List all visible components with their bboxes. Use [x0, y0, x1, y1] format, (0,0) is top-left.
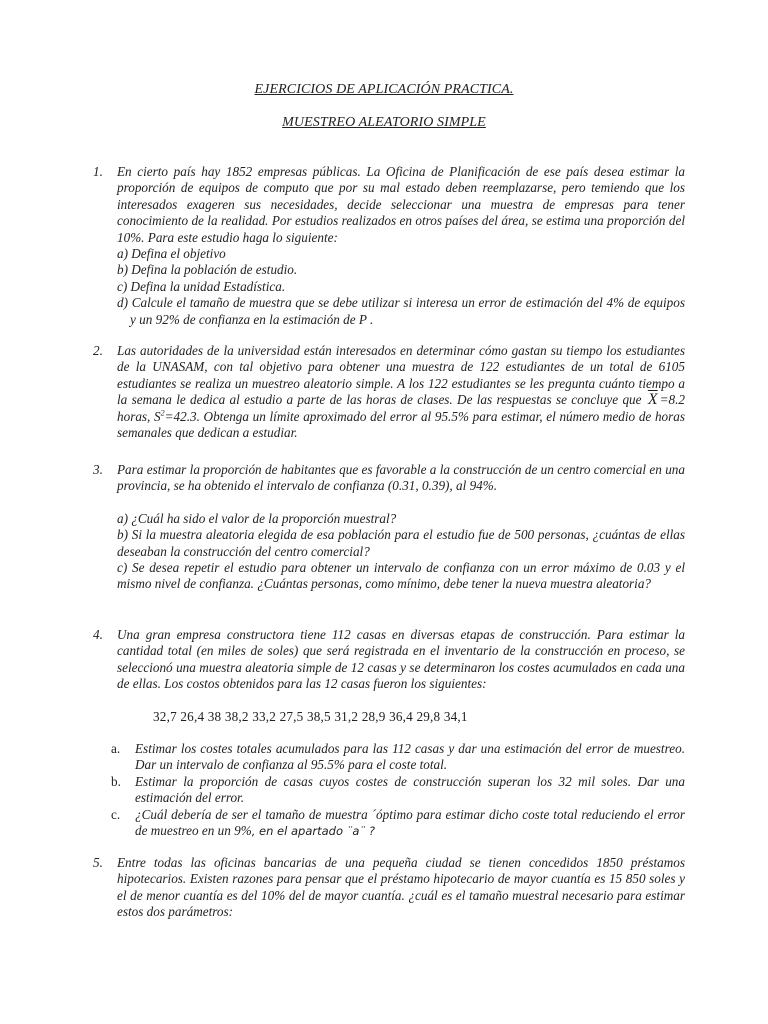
exercise-number: 4. [93, 627, 103, 642]
exercise-statement: Una gran empresa constructora tiene 112 casas en diversas etapas de construcción. Para estimar la cantidad total (en miles de soles) que será registrada en el inventario de la construcción en proceso, se seleccionó una muestra aleatoria simple de 12 casas y se determinaron los costes acumulados en cada una de ellas. Los costos obtenidos para las 12 casas fueron los siguientes: [117, 627, 685, 692]
item-label: c. [111, 806, 121, 822]
item-label: a. [111, 741, 121, 757]
exercise-number: 2. [93, 343, 103, 358]
option-b: b) Si la muestra aleatoria elegida de esa población para el estudio fue de 500 personas, ¿cuántas de ellas deseaban la construcción del centro comercial? [117, 527, 685, 559]
spacer [117, 495, 685, 511]
exercise-number: 5. [93, 855, 103, 870]
exercise-body [117, 855, 685, 921]
mean-symbol: $\overline{X}$ [647, 391, 658, 409]
exercise-body [117, 343, 685, 441]
statement-text-cont: =42.3. Obtenga un límite aproximado del error al 95.5% para estimar, el número medio de horas semanales que dedican a estudiar. [117, 408, 685, 441]
option-b: b) Defina la población de estudio. [117, 262, 298, 278]
item-text: Estimar la proporción de casas cuyos costes de construcción superan los 32 mil soles. Dar una estimación del error. [135, 773, 685, 806]
item-text: ¿Cuál debería de ser el tamaño de muestra ´óptimo para estimar dicho coste total reduciendo el error de muestreo en un 9% [135, 806, 685, 839]
item-c [111, 806, 685, 840]
exercise-statement: Entre todas las oficinas bancarias de una pequeña ciudad se tienen concedidos 1850 préstamos hipotecarios. Existen razones para pensar que el préstamo hipotecario de mayor cuantía es 15 850 soles y el de menor cuantía es del 10% del de mayor cuantía. ¿cuál es el tamaño muestral necesario para estimar estos dos parámetros: [117, 855, 685, 920]
statement-text: Las autoridades de la universidad están interesados en determinar cómo gastan su tiempo los estudiantes de la UNASAM, con tal objetivo para obtener una muestra de 122 estudiantes de un total de 6105 estudiantes se realiza un muestreo aleatorio simple. A los 122 estudiantes se les pregunta cuánto tiempo a la semana le dedica al estudio a parte de las horas de clases. De las respuestas se concluye que [117, 343, 685, 408]
option-a: a) ¿Cuál ha sido el valor de la proporción muestral? [117, 510, 397, 526]
exercise-statement: Para estimar la proporción de habitantes que es favorable a la construcción de un centro comercial en una provincia, se ha obtenido el intervalo de confianza (0.31, 0.39), al 94%. [117, 462, 685, 494]
item-label: b. [111, 773, 121, 789]
item-b [111, 773, 685, 807]
exercise-body [117, 164, 685, 328]
superscript: 2 [160, 408, 165, 418]
spacer [117, 725, 685, 741]
page-subtitle: MUESTREO ALEATORIO SIMPLE [282, 115, 486, 130]
spacer [117, 693, 685, 709]
exercise-statement: En cierto país hay 1852 empresas públicas. La Oficina de Planificación de ese país desea estimar la proporción de equipos de computo que por su mal estado deben reemplazarse, pero temiendo que los interesados exageren sus necesidades, decide seleccionar una muestra de empresas para tener conocimiento de la realidad. Por estudios realizados en otros países del área, se estima una proporción del 10%. Para este estudio haga lo siguiente: [117, 164, 685, 245]
item-text-tail: , en el apartado ¨a¨ ? [251, 824, 375, 839]
item-text: Estimar los costes totales acumulados para las 112 casas y dar una estimación del error de muestreo. Dar un intervalo de confianza al 95.5% para el coste total. [135, 741, 685, 773]
exercise-body [111, 627, 685, 839]
option-d: d) Calcule el tamaño de muestra que se debe utilizar si interesa un error de estimación del 4% de equipos y un 92% de confianza en la estimación de P . [117, 295, 685, 327]
data-values: 32,7 26,4 38 38,2 33,2 27,5 38,5 31,2 28,9 36,4 29,8 34,1 [153, 708, 468, 724]
option-c: c) Defina la unidad Estadística. [117, 278, 286, 294]
item-a [111, 741, 685, 774]
exercise-statement [117, 343, 685, 441]
option-a: a) Defina el objetivo [117, 246, 226, 262]
exercise-number: 1. [93, 164, 103, 179]
statement-values: =8.2 horas, S [117, 392, 685, 424]
exercise-body [117, 462, 685, 593]
option-c: c) Se desea repetir el estudio para obtener un intervalo de confianza con un error máximo de 0.03 y el mismo nivel de confianza. ¿Cuántas personas, como mínimo, debe tener la nueva muestra aleatoria? [117, 560, 685, 592]
page-title: EJERCICIOS DE APLICACIÓN PRACTICA. [254, 82, 514, 97]
exercise-number: 3. [93, 462, 103, 477]
